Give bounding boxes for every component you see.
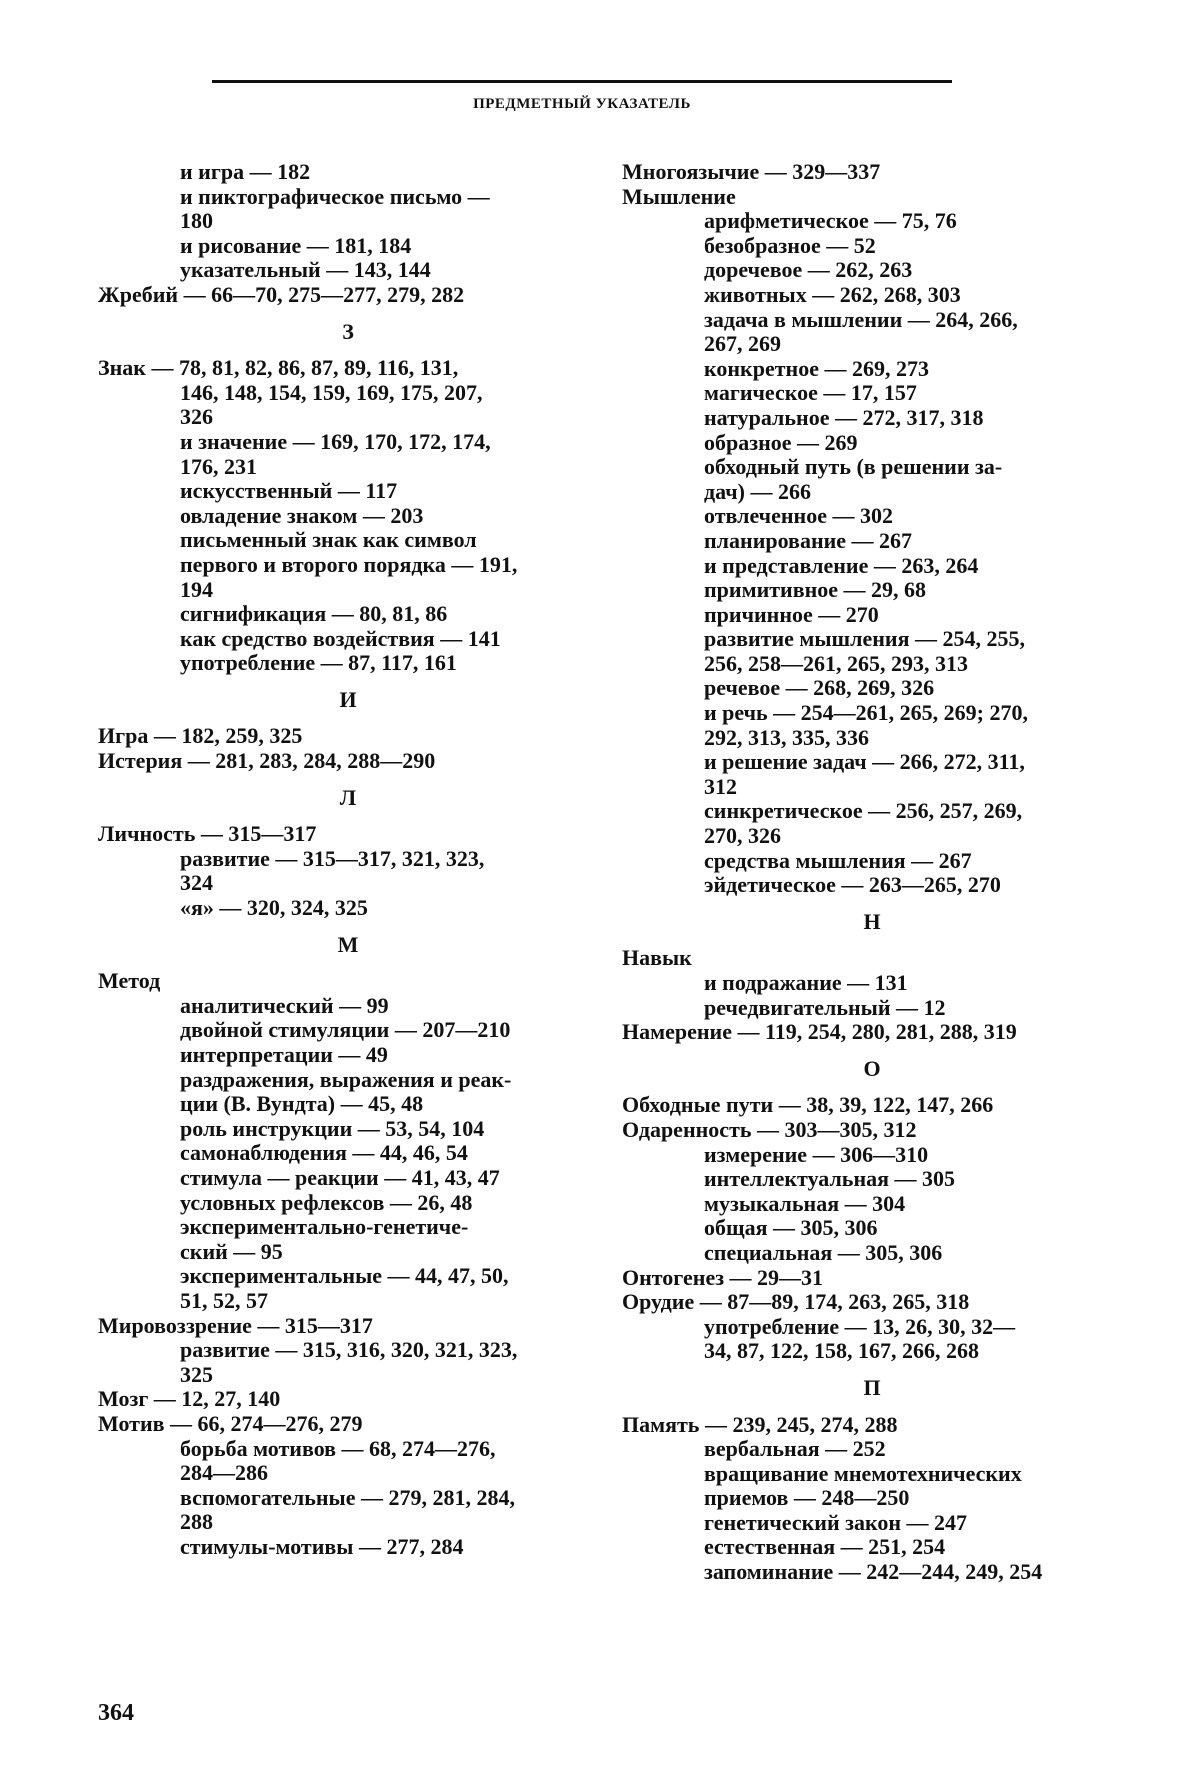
index-subentry: образное — 269 bbox=[704, 429, 858, 455]
page-number: 364 bbox=[98, 1700, 134, 1726]
index-subentry: причинное — 270 bbox=[704, 601, 879, 627]
index-entry: Намерение — 119, 254, 280, 281, 288, 319 bbox=[622, 1019, 1017, 1045]
index-subentry: отвлеченное — 302 bbox=[704, 503, 893, 529]
index-subentry: условных рефлексов — 26, 48 bbox=[180, 1189, 473, 1215]
index-entry: Знак — 78, 81, 82, 86, 87, 89, 116, 131, bbox=[98, 355, 459, 381]
index-subentry: искусственный — 117 bbox=[180, 478, 398, 504]
section-letter: М bbox=[337, 931, 359, 957]
index-subentry: стимула — реакции — 41, 43, 47 bbox=[180, 1164, 500, 1190]
index-subentry: и рисование — 181, 184 bbox=[180, 232, 412, 258]
index-subentry: примитивное — 29, 68 bbox=[704, 577, 927, 603]
index-subentry: аналитический — 99 bbox=[180, 992, 389, 1018]
index-entry: Мозг — 12, 27, 140 bbox=[98, 1386, 281, 1412]
index-entry: Игра — 182, 259, 325 bbox=[98, 723, 303, 749]
index-subentry: письменный знак как символ bbox=[180, 527, 477, 553]
index-subentry: магическое — 17, 157 bbox=[704, 380, 917, 406]
index-subentry: общая — 305, 306 bbox=[704, 1215, 878, 1241]
index-entry-continuation: 194 bbox=[180, 576, 213, 602]
index-subentry: и значение — 169, 170, 172, 174, bbox=[180, 428, 491, 454]
index-subentry: и представление — 263, 264 bbox=[704, 552, 979, 578]
index-subentry: «я» — 320, 324, 325 bbox=[180, 895, 368, 921]
index-subentry: запоминание — 242—244, 249, 254 bbox=[704, 1559, 1043, 1585]
index-column-right bbox=[622, 160, 1122, 1585]
index-entry-continuation: 292, 313, 335, 336 bbox=[704, 724, 869, 750]
index-subentry: безобразное — 52 bbox=[704, 232, 876, 258]
section-letter: З bbox=[342, 318, 354, 344]
index-subentry: указательный — 143, 144 bbox=[180, 257, 431, 283]
index-subentry: и игра — 182 bbox=[180, 159, 311, 184]
index-subentry: и пиктографическое письмо — bbox=[180, 183, 490, 209]
index-subentry: развитие — 315, 316, 320, 321, 323, bbox=[180, 1337, 518, 1363]
index-subentry: сигнификация — 80, 81, 86 bbox=[180, 601, 448, 627]
index-entry: Память — 239, 245, 274, 288 bbox=[622, 1411, 898, 1437]
index-entry-continuation: 325 bbox=[180, 1361, 213, 1387]
index-subentry: экспериментально-генетиче- bbox=[180, 1214, 469, 1240]
index-subentry: генетический закон — 247 bbox=[704, 1509, 968, 1535]
index-subentry: развитие — 315—317, 321, 323, bbox=[180, 845, 485, 871]
index-subentry: синкретическое — 256, 257, 269, bbox=[704, 798, 1023, 824]
index-entry: Онтогенез — 29—31 bbox=[622, 1264, 824, 1290]
section-letter: Н bbox=[863, 908, 881, 934]
index-subentry: роль инструкции — 53, 54, 104 bbox=[180, 1115, 485, 1141]
index-subentry: самонаблюдения — 44, 46, 54 bbox=[180, 1140, 468, 1166]
index-subentry: животных — 262, 268, 303 bbox=[704, 281, 961, 307]
index-entry: Обходные пути — 38, 39, 122, 147, 266 bbox=[622, 1092, 994, 1118]
index-entry-continuation: 180 bbox=[180, 208, 213, 234]
index-subentry: конкретное — 269, 273 bbox=[704, 355, 929, 381]
index-subentry: борьба мотивов — 68, 274—276, bbox=[180, 1435, 496, 1461]
index-entry: Орудие — 87—89, 174, 263, 265, 318 bbox=[622, 1289, 970, 1315]
index-subentry: эйдетическое — 263—265, 270 bbox=[704, 872, 1001, 898]
index-subentry: задача в мышлении — 264, 266, bbox=[704, 306, 1018, 332]
index-entry-continuation: 288 bbox=[180, 1509, 213, 1535]
index-entry-continuation: ский — 95 bbox=[180, 1238, 283, 1264]
index-entry-continuation: 324 bbox=[180, 870, 213, 896]
index-entry-continuation: дач) — 266 bbox=[704, 478, 811, 504]
index-subentry: планирование — 267 bbox=[704, 527, 913, 553]
index-entry: Мировоззрение — 315—317 bbox=[98, 1312, 373, 1338]
index-subentry: арифметическое — 75, 76 bbox=[704, 208, 957, 234]
index-subentry: измерение — 306—310 bbox=[704, 1141, 929, 1167]
index-entry-continuation: первого и второго порядка — 191, bbox=[180, 551, 518, 577]
index-entry-continuation: 270, 326 bbox=[704, 823, 781, 849]
index-subentry: употребление — 87, 117, 161 bbox=[180, 650, 457, 676]
index-subentry: естественная — 251, 254 bbox=[704, 1534, 946, 1560]
index-subentry: и подражание — 131 bbox=[704, 970, 908, 995]
index-column-left bbox=[98, 160, 598, 1559]
index-entry: Личность — 315—317 bbox=[98, 821, 317, 847]
index-subentry: развитие мышления — 254, 255, bbox=[704, 626, 1025, 652]
index-subentry: речедвигательный — 12 bbox=[704, 994, 946, 1020]
index-entry: Мышление bbox=[622, 183, 736, 209]
index-subentry: употребление — 13, 26, 30, 32— bbox=[704, 1313, 1016, 1339]
index-entry: Одаренность — 303—305, 312 bbox=[622, 1116, 917, 1142]
index-subentry: двойной стимуляции — 207—210 bbox=[180, 1017, 511, 1043]
index-subentry: натуральное — 272, 317, 318 bbox=[704, 404, 984, 430]
index-entry-continuation: 256, 258—261, 265, 293, 313 bbox=[704, 650, 968, 676]
index-entry-continuation: 326 bbox=[180, 404, 213, 430]
section-letter: Л bbox=[339, 784, 357, 810]
index-entry: Истерия — 281, 283, 284, 288—290 bbox=[98, 748, 436, 774]
index-subentry: и решение задач — 266, 272, 311, bbox=[704, 749, 1025, 775]
index-subentry: как средство воздействия — 141 bbox=[180, 625, 501, 651]
index-subentry: средства мышления — 267 bbox=[704, 847, 972, 873]
index-entry-continuation: ции (В. Вундта) — 45, 48 bbox=[180, 1091, 424, 1117]
index-entry: Мотив — 66, 274—276, 279 bbox=[98, 1410, 363, 1436]
index-entry-continuation: 51, 52, 57 bbox=[180, 1287, 268, 1313]
index-subentry: музыкальная — 304 bbox=[704, 1190, 906, 1216]
index-subentry: экспериментальные — 44, 47, 50, bbox=[180, 1263, 509, 1289]
section-letter: О bbox=[863, 1055, 881, 1081]
index-subentry: вращивание мнемотехнических bbox=[704, 1460, 1022, 1486]
index-subentry: речевое — 268, 269, 326 bbox=[704, 675, 935, 701]
index-entry-continuation: 267, 269 bbox=[704, 331, 781, 357]
section-letter: П bbox=[863, 1374, 881, 1400]
index-subentry: доречевое — 262, 263 bbox=[704, 257, 913, 283]
index-entry-continuation: 34, 87, 122, 158, 167, 266, 268 bbox=[704, 1338, 979, 1364]
index-entry-continuation: 176, 231 bbox=[180, 453, 257, 479]
index-subentry: интеллектуальная — 305 bbox=[704, 1166, 956, 1192]
index-entry-continuation: 146, 148, 154, 159, 169, 175, 207, bbox=[180, 379, 483, 405]
index-entry-continuation: 312 bbox=[704, 773, 737, 799]
running-head: ПРЕДМЕТНЫЙ УКАЗАТЕЛЬ bbox=[473, 96, 691, 112]
index-subentry: обходный путь (в решении за- bbox=[704, 454, 1003, 480]
index-entry: Жребий — 66—70, 275—277, 279, 282 bbox=[98, 281, 465, 307]
index-subentry: овладение знаком — 203 bbox=[180, 502, 424, 528]
index-subentry: раздражения, выражения и реак- bbox=[180, 1066, 512, 1092]
index-subentry: вспомогательные — 279, 281, 284, bbox=[180, 1484, 515, 1510]
section-letter: И bbox=[339, 686, 357, 712]
index-entry: Многоязычие — 329—337 bbox=[622, 159, 881, 184]
index-entry: Метод bbox=[98, 968, 161, 994]
index-subentry: специальная — 305, 306 bbox=[704, 1239, 943, 1265]
index-subentry: стимулы-мотивы — 277, 284 bbox=[180, 1533, 464, 1559]
index-subentry: интерпретации — 49 bbox=[180, 1042, 388, 1067]
index-subentry: и речь — 254—261, 265, 269; 270, bbox=[704, 700, 1028, 726]
index-entry-continuation: приемов — 248—250 bbox=[704, 1485, 910, 1511]
header-rule bbox=[212, 80, 952, 83]
index-entry: Навык bbox=[622, 945, 692, 971]
index-subentry: вербальная — 252 bbox=[704, 1436, 886, 1462]
index-entry-continuation: 284—286 bbox=[180, 1460, 268, 1486]
